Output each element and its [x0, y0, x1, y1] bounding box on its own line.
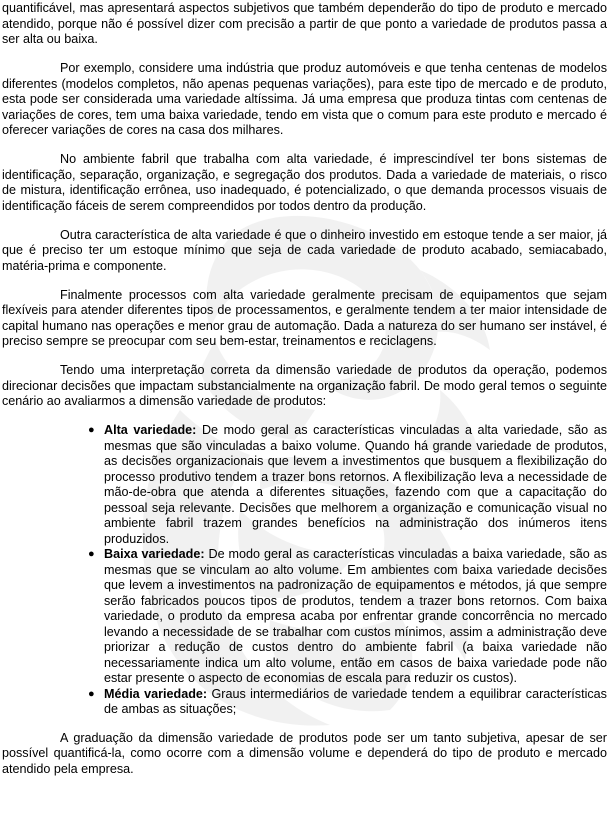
paragraph-equipment: Finalmente processos com alta variedade geralmente precisam de equipamentos que sejam flexíveis para atender diferentes tipos de processamentos, e geralmente tendem a ter maior intensidade de capital humano nas operações e menor grau de automação. Dada a natureza do ser humano ser instável, é preciso sempre se preocupar com seu bem-estar, treinamentos e reciclagens.	[2, 287, 607, 348]
paragraph-example: Por exemplo, considere uma indústria que produz automóveis e que tenha centenas de modelos diferentes (modelos completos, não apenas pequenas variações), para este tipo de mercado e de produto, esta pode ser considerada uma variedade altíssima. Já uma empresa que produza tintas com centenas de variações de cores, tem uma baixa variedade, tendo em vista que o comum para este produto e mercado é oferecer variações de cores na casa dos milhares.	[2, 61, 607, 137]
paragraph-inventory: Outra característica de alta variedade é que o dinheiro investido em estoque tende a ser maior, já que é preciso ter um estoque mínimo que seja de cada variedade de produto acabado, semiacabado, matéria-prima e componente.	[2, 227, 607, 273]
list-item-medium-variety	[88, 686, 607, 718]
list-item-text: De modo geral as características vinculadas a baixa variedade, são as mesmas que se vinculam ao alto volume. Em ambientes com baixa variedade decisões que levem a investimentos na padronização de equipamentos e métodos, já que sempre serão fabricados poucos tipos de produtos, tendem a trazer bons retornos. Com baixa variedade, o produto da empresa acaba por enfrentar grande concorrência no mercado levando a necessidade de se trabalhar com custos mínimos, assim a administração deve priorizar a redução de custos dentro do ambiente fabril (a baixa variedade não necessariamente indica um alto volume, então em casos de baixa variedade pode não estar presente o aspecto de economias de escala para reduzir os custos).	[104, 547, 607, 685]
list-item-text: Graus intermediários de variedade tendem a equilibrar características de ambas as situações;	[104, 686, 607, 716]
list-item-high-variety	[88, 423, 608, 547]
list-item-term: Baixa variedade:	[104, 547, 205, 561]
paragraph-closing: A graduação da dimensão variedade de produtos pode ser um tanto subjetiva, apesar de ser possível quantificá-la, como ocorre com a dimensão volume e dependerá do tipo de produto e mercado atendido pela empresa.	[2, 730, 607, 776]
paragraph-interpretation: Tendo uma interpretação correta da dimensão variedade de produtos da operação, podemos direcionar decisões que impactam substancialmente na organização fabril. De modo geral temos o seguinte cenário ao avaliarmos a dimensão variedade de produtos:	[2, 363, 607, 408]
paragraph-intro-continuation: quantificável, mas apresentará aspectos subjetivos que também dependerão do tipo de produto e mercado atendido, porque não é possível dizer com precisão a partir de que ponto a variedade de produtos passa a ser alta ou baixa.	[2, 1, 607, 46]
list-item-text: De modo geral as características vinculadas a alta variedade, são as mesmas que são vinculadas a baixo volume. Quando há grande variedade de produtos, as decisões organizacionais que levem a investimentos que busquem a flexibilização do processo produtivo tendem a trazer bons retornos. A flexibilização leva a necessidade de mão-de-obra que atenda a diferentes situações, fazendo com que a capacitação do pessoal seja relevante. Decisões que melhorem a organização e comunicação visual no ambiente fabril trazem grandes benefícios na administração dos inúmeros itens produzidos.	[104, 423, 608, 546]
bullet-icon: ●	[88, 424, 95, 436]
paragraph-identification: No ambiente fabril que trabalha com alta variedade, é imprescindível ter bons sistemas de identificação, separação, organização, e segregação dos produtos. Dada a variedade de materiais, o risco de mistura, identificação errônea, uso inadequado, é potencializado, o que demanda processos visuais de identificação fáceis de serem compreendidos por todos dentro da produção.	[2, 152, 607, 213]
bullet-icon: ●	[88, 687, 95, 700]
list-item-low-variety	[88, 547, 607, 687]
bullet-icon: ●	[88, 548, 95, 560]
variety-list	[2, 423, 607, 718]
document-body	[2, 1, 607, 791]
list-item-term: Média variedade:	[104, 686, 208, 701]
list-item-term: Alta variedade:	[104, 423, 197, 437]
